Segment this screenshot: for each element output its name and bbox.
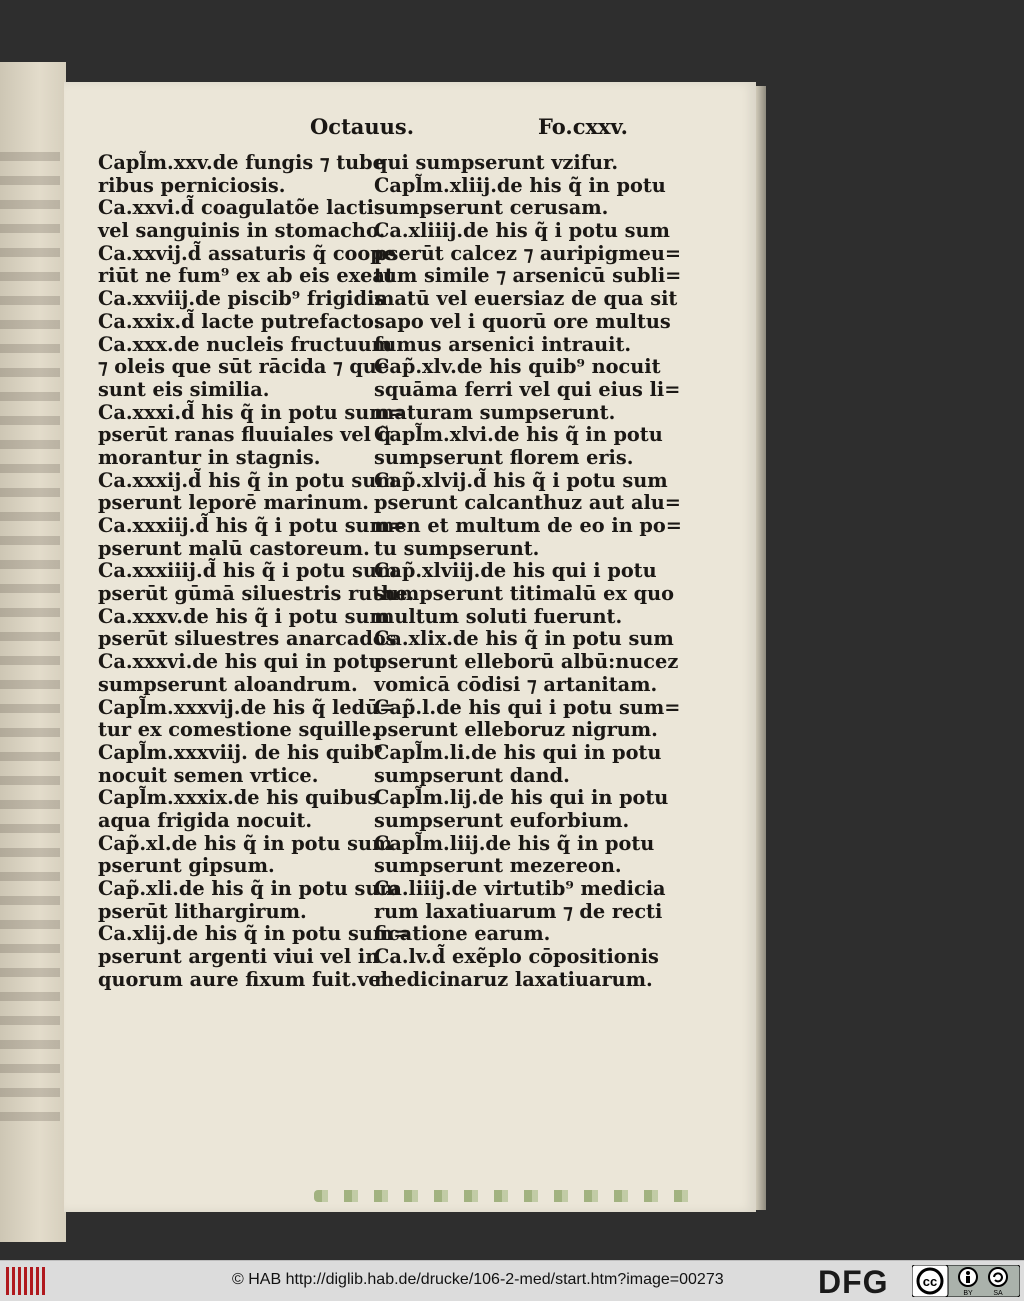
right-column-line: rum laxatiuarum ⁊ de recti	[374, 899, 663, 923]
right-column-line: Capl̃m.lij.de his qui in potu	[374, 786, 669, 810]
right-column-line: Cap̃.xlviij.de his qui i potu	[374, 559, 657, 583]
right-column-line: squāma ferri vel qui eius li=	[374, 377, 681, 401]
left-column-line: pserunt gipsum.	[98, 854, 275, 878]
right-column-line: ficatione earum.	[374, 922, 551, 946]
right-column-line: Capl̃m.xlvi.de his q̃ in potu	[374, 423, 663, 447]
facing-page-edge	[0, 62, 66, 1242]
left-column-line: riūt ne fum⁹ ex ab eis exeat	[98, 264, 394, 288]
right-column-line: Cap̃.l.de his qui i potu sum=	[374, 695, 681, 719]
dfg-logo[interactable]: DFG	[818, 1264, 889, 1300]
left-column-line: pserunt malū castoreum.	[98, 536, 370, 560]
right-column-line: men et multum de eo in po=	[374, 514, 682, 537]
sa-sharealike-icon	[989, 1268, 1007, 1286]
right-column-line: Ca.lv.d̃ exẽplo cōpositionis	[374, 945, 659, 969]
left-column-line: Ca.xxxi.d̃ his q̃ in potu sum=	[98, 400, 406, 424]
by-label: BY	[963, 1290, 973, 1297]
left-column-line: aqua frigida nocuit.	[98, 808, 313, 832]
left-column-line: Ca.xxvi.d̃ coagulatõe lactis	[98, 196, 385, 220]
left-column-line: sumpserunt aloandrum.	[98, 672, 358, 696]
right-column-line: sumpserunt dand.	[374, 763, 570, 787]
left-column-line: sunt eis similia.	[98, 377, 270, 401]
left-column-line: pserunt argenti viui vel in	[98, 945, 380, 969]
page-fore-edge	[756, 86, 766, 1210]
facing-page-text	[0, 152, 60, 1132]
running-head	[64, 114, 756, 144]
left-column-line: Ca.xxxiiij.d̃ his q̃ i potu sum	[98, 559, 398, 583]
right-column-line: sumpserunt mezereon.	[374, 854, 622, 878]
folio-number: Fo.cxxv.	[538, 114, 628, 139]
right-column-line: pserunt elleborū albū:nucez	[374, 650, 679, 674]
left-column-line: Ca.xxxij.d̃ his q̃ in potu sum	[98, 468, 397, 492]
right-column-line: Ca.liiij.de virtutib⁹ medicia	[374, 877, 666, 900]
right-column-line: fumus arsenici intrauit.	[374, 332, 632, 356]
left-column-line: pserūt lithargirum.	[98, 899, 307, 923]
right-column-line: tum simile ⁊ arsenicū subli=	[374, 264, 682, 288]
right-column-line: maturam sumpserunt.	[374, 400, 616, 424]
right-column-line: pserunt elleboruz nigrum.	[374, 718, 658, 742]
right-column-line: qui sumpserunt vzifur.	[374, 151, 619, 174]
left-column-line: Ca.xxx.de nucleis fructuum	[98, 332, 393, 356]
right-column-line: pserūt calcez ⁊ auripigmeu=	[374, 241, 682, 265]
left-column-line: Capl̃m.xxxvij.de his q̃ ledū=	[98, 695, 396, 719]
copyright-link[interactable]: © HAB http://diglib.hab.de/drucke/106-2-med/start.htm?image=00273	[232, 1271, 724, 1288]
left-column-line: Capl̃m.xxxviij. de his quib⁹	[98, 740, 383, 764]
left-column-line: pserūt ranas fluuiales vel q̃	[98, 423, 392, 447]
right-column-line: Capl̃m.li.de his qui in potu	[374, 740, 662, 764]
right-column-line: Cap̃.xlvij.d̃ his q̃ i potu sum	[374, 468, 668, 492]
right-column	[374, 152, 682, 991]
left-column-line: Cap̃.xl.de his q̃ in potu sum	[98, 831, 393, 855]
right-column-line: sumpserunt cerusam.	[374, 196, 609, 220]
right-column-line: vomicā cōdisi ⁊ artanitam.	[374, 672, 658, 696]
left-column-line: Ca.xxxvi.de his qui in potu	[98, 650, 383, 674]
left-column-line: vel sanguinis in stomacho.	[98, 219, 386, 243]
cc-license-badge[interactable]	[912, 1265, 1020, 1297]
right-column-line: Capl̃m.liij.de his q̃ in potu	[374, 831, 655, 855]
page-stain	[314, 1190, 694, 1202]
right-column-line: medicinaruz laxatiuarum.	[374, 967, 653, 991]
left-column-line: Ca.xlij.de his q̃ in potu sum=	[98, 922, 410, 946]
left-column-line: Ca.xxxiij.d̃ his q̃ i potu sum=	[98, 514, 407, 537]
viewer-footer	[0, 1260, 1024, 1301]
svg-text:cc: cc	[922, 1274, 938, 1289]
right-column-line: sumpserunt euforbium.	[374, 808, 630, 832]
left-column-line: morantur in stagnis.	[98, 445, 321, 469]
right-column-line: pserunt calcanthuz aut alu=	[374, 491, 681, 515]
right-column-line: tu sumpserunt.	[374, 536, 540, 560]
right-column-line: sumpserunt titimalū ex quo	[374, 582, 674, 606]
right-column-line: Ca.xliiij.de his q̃ i potu sum	[374, 219, 670, 243]
left-column-line: Cap̃.xli.de his q̃ in potu sum	[98, 877, 400, 900]
sa-label: SA	[993, 1290, 1003, 1297]
left-column-line: pserunt leporē marinum.	[98, 491, 370, 515]
left-column-line: Ca.xxviij.de piscib⁹ frigidis	[98, 287, 386, 311]
right-column-line: Cap̃.xlv.de his quib⁹ nocuit	[374, 355, 661, 379]
printed-page	[64, 82, 756, 1212]
left-column-line: Ca.xxvij.d̃ assaturis q̃ coope	[98, 241, 397, 265]
left-column-line: Capl̃m.xxxix.de his quibus	[98, 786, 379, 810]
right-column-line: Capl̃m.xliij.de his q̃ in potu	[374, 173, 666, 197]
hab-logo-icon	[6, 1267, 46, 1295]
left-column-line: tur ex comestione squille.	[98, 718, 378, 742]
left-column-line: Ca.xxxv.de his q̃ i potu sum	[98, 604, 390, 628]
left-column-line: quorum aure fixum fuit.vel	[98, 967, 389, 991]
right-column-line: sumpserunt florem eris.	[374, 445, 634, 469]
right-column-line: multum soluti fuerunt.	[374, 604, 623, 628]
left-column-line: ribus perniciosis.	[98, 173, 286, 197]
left-column-line: pserūt gūmā siluestris ruthe.	[98, 582, 415, 606]
left-column-line: Ca.xxix.d̃ lacte putrefacto.	[98, 309, 381, 333]
right-column-line: sapo vel i quorū ore multus	[374, 309, 671, 333]
left-column	[98, 152, 414, 991]
left-column-line: Capl̃m.xxv.de fungis ⁊ tube	[98, 151, 385, 174]
left-column-line: pserūt siluestres anarcados	[98, 627, 397, 651]
running-head-title: Octauus.	[310, 114, 415, 139]
right-column-line: Ca.xlix.de his q̃ in potu sum	[374, 627, 674, 651]
right-column-line: matū vel euersiaz de qua sit	[374, 287, 678, 311]
left-column-line: nocuit semen vrtice.	[98, 763, 319, 787]
left-column-line: ⁊ oleis que sūt rācida ⁊ que	[98, 355, 390, 379]
